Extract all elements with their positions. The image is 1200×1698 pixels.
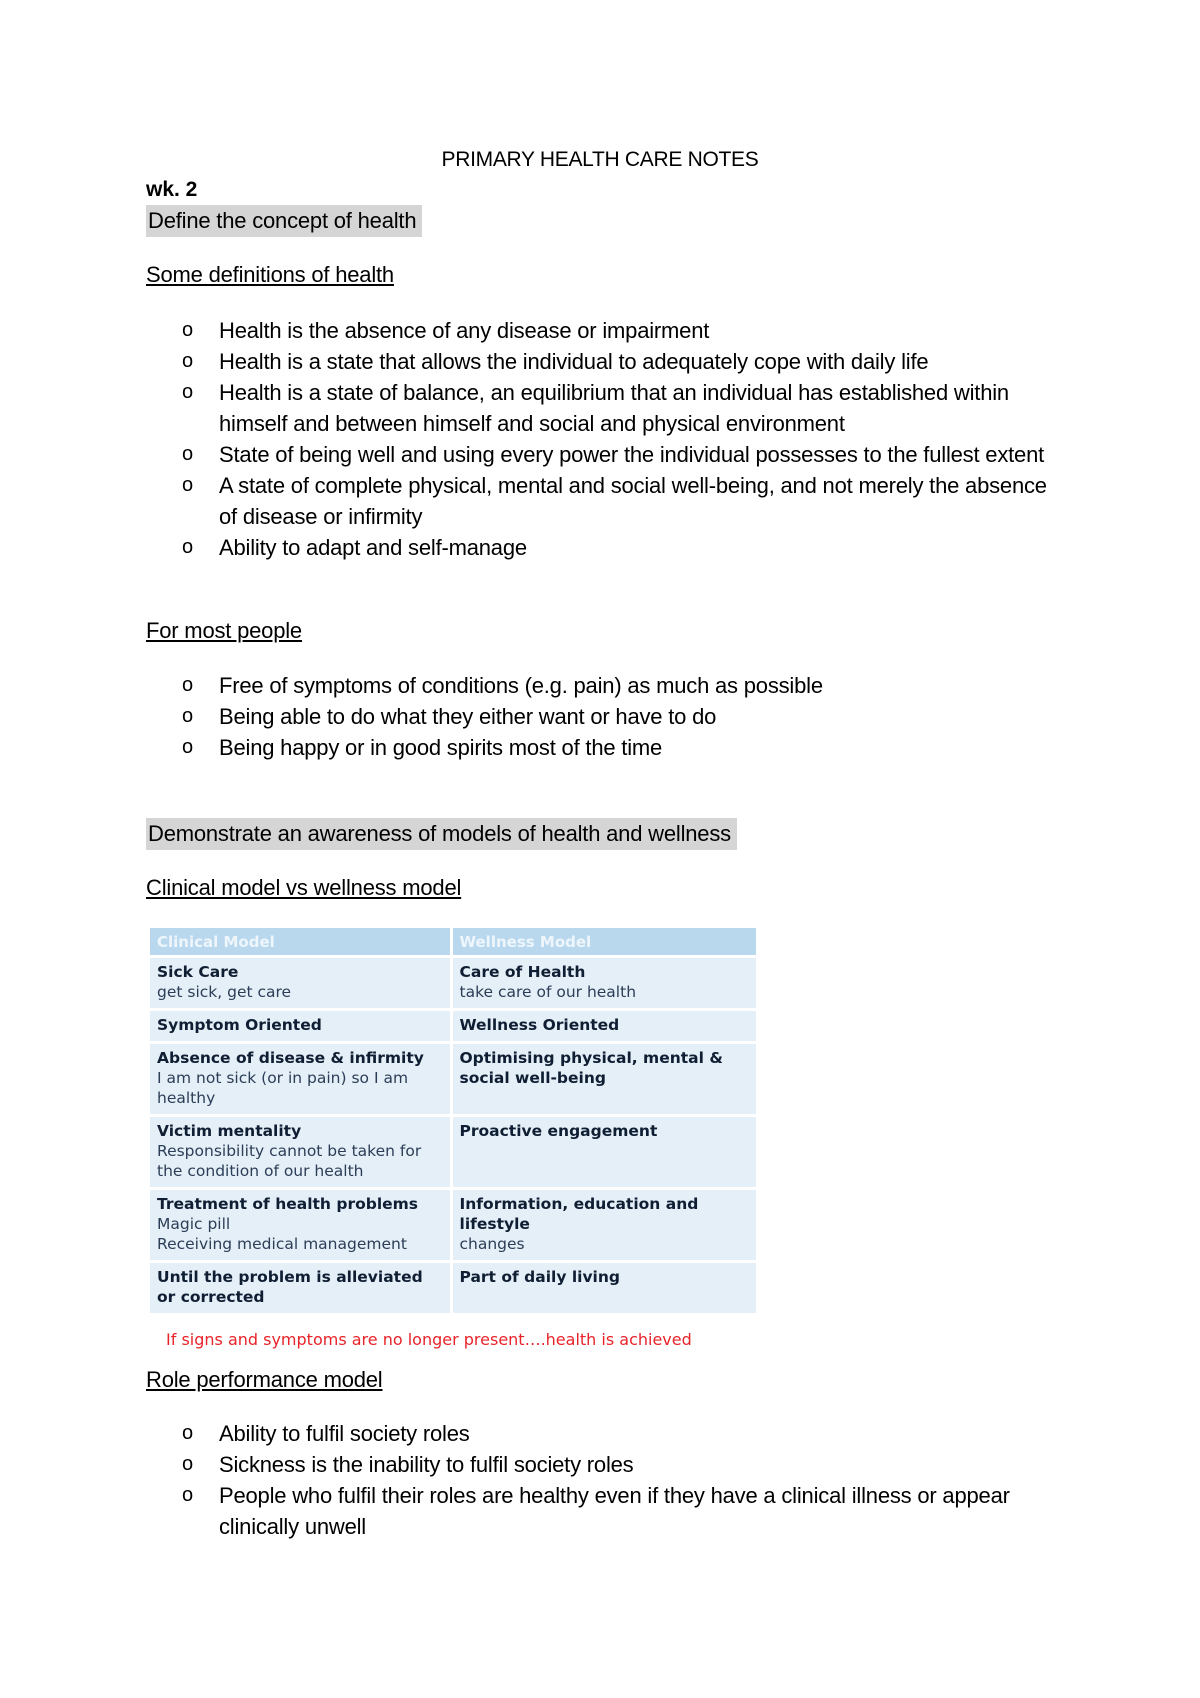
list-item: o Sickness is the inability to fulfil society roles <box>0 1449 1200 1480</box>
list-item: o Health is a state that allows the individual to adequately cope with daily life <box>0 346 1200 377</box>
bullet-icon: o <box>182 474 193 496</box>
clinical-vs-wellness-table <box>150 928 756 1313</box>
table-cell: Until the problem is alleviated or corrected <box>150 1262 451 1314</box>
document-title: PRIMARY HEALTH CARE NOTES <box>441 148 759 171</box>
table-row <box>150 1043 756 1116</box>
list-item: o Free of symptoms of conditions (e.g. pain) as much as possible <box>0 670 1200 701</box>
table-row <box>150 1262 756 1314</box>
bullet-icon: o <box>182 443 193 465</box>
table-cell: Information, education and lifestyle changes <box>451 1189 756 1262</box>
table-header-row <box>150 928 756 957</box>
role-performance-list <box>0 1418 1200 1542</box>
table-cell: Absence of disease & infirmity I am not sick (or in pain) so I am healthy <box>150 1043 451 1116</box>
subheading-definitions: Some definitions of health <box>146 262 394 287</box>
section-heading-define-health: Define the concept of health <box>146 205 422 237</box>
list-item: o State of being well and using every power the individual possesses to the fullest extent <box>0 439 1200 470</box>
bullet-icon: o <box>182 1453 193 1475</box>
list-item: o A state of complete physical, mental and social well-being, and not merely the absence of disease or infirmity <box>0 470 1200 532</box>
table-footnote: If signs and symptoms are no longer present….health is achieved <box>166 1330 692 1349</box>
table-header-wellness: Wellness Model <box>451 928 756 957</box>
subheading-clinical-vs-wellness: Clinical model vs wellness model <box>146 875 462 900</box>
section-heading-models: Demonstrate an awareness of models of health and wellness <box>146 818 737 850</box>
subheading-most-people: For most people <box>146 618 302 643</box>
bullet-icon: o <box>182 1422 193 1444</box>
list-item: o Being happy or in good spirits most of the time <box>0 732 1200 763</box>
bullet-icon: o <box>182 319 193 341</box>
table-cell: Victim mentality Responsibility cannot be taken for the condition of our health <box>150 1116 451 1189</box>
table-cell: Treatment of health problems Magic pill Receiving medical management <box>150 1189 451 1262</box>
table-row <box>150 1116 756 1189</box>
bullet-icon: o <box>182 674 193 696</box>
table-cell: Wellness Oriented <box>451 1010 756 1043</box>
bullet-icon: o <box>182 736 193 758</box>
subheading-role-performance: Role performance model <box>146 1367 383 1392</box>
most-people-list <box>0 670 1200 763</box>
list-item: o Health is a state of balance, an equilibrium that an individual has established within himself and between himself and social and physical environment <box>0 377 1200 439</box>
list-item: o Health is the absence of any disease or impairment <box>0 315 1200 346</box>
list-item: o People who fulfil their roles are healthy even if they have a clinical illness or appear clinically unwell <box>0 1480 1200 1542</box>
list-item: o Being able to do what they either want or have to do <box>0 701 1200 732</box>
list-item: o Ability to fulfil society roles <box>0 1418 1200 1449</box>
table-header-clinical: Clinical Model <box>150 928 451 957</box>
table-cell: Proactive engagement <box>451 1116 756 1189</box>
bullet-icon: o <box>182 536 193 558</box>
bullet-icon: o <box>182 1484 193 1506</box>
bullet-icon: o <box>182 350 193 372</box>
definitions-list <box>0 315 1200 563</box>
table-cell: Symptom Oriented <box>150 1010 451 1043</box>
week-label: wk. 2 <box>146 178 198 201</box>
table-cell: Sick Care get sick, get care <box>150 957 451 1010</box>
bullet-icon: o <box>182 381 193 403</box>
table-row <box>150 1189 756 1262</box>
bullet-icon: o <box>182 705 193 727</box>
list-item: o Ability to adapt and self-manage <box>0 532 1200 563</box>
table-row <box>150 957 756 1010</box>
table-cell: Part of daily living <box>451 1262 756 1314</box>
table-row <box>150 1010 756 1043</box>
table-cell: Care of Health take care of our health <box>451 957 756 1010</box>
table-cell: Optimising physical, mental & social well-being <box>451 1043 756 1116</box>
